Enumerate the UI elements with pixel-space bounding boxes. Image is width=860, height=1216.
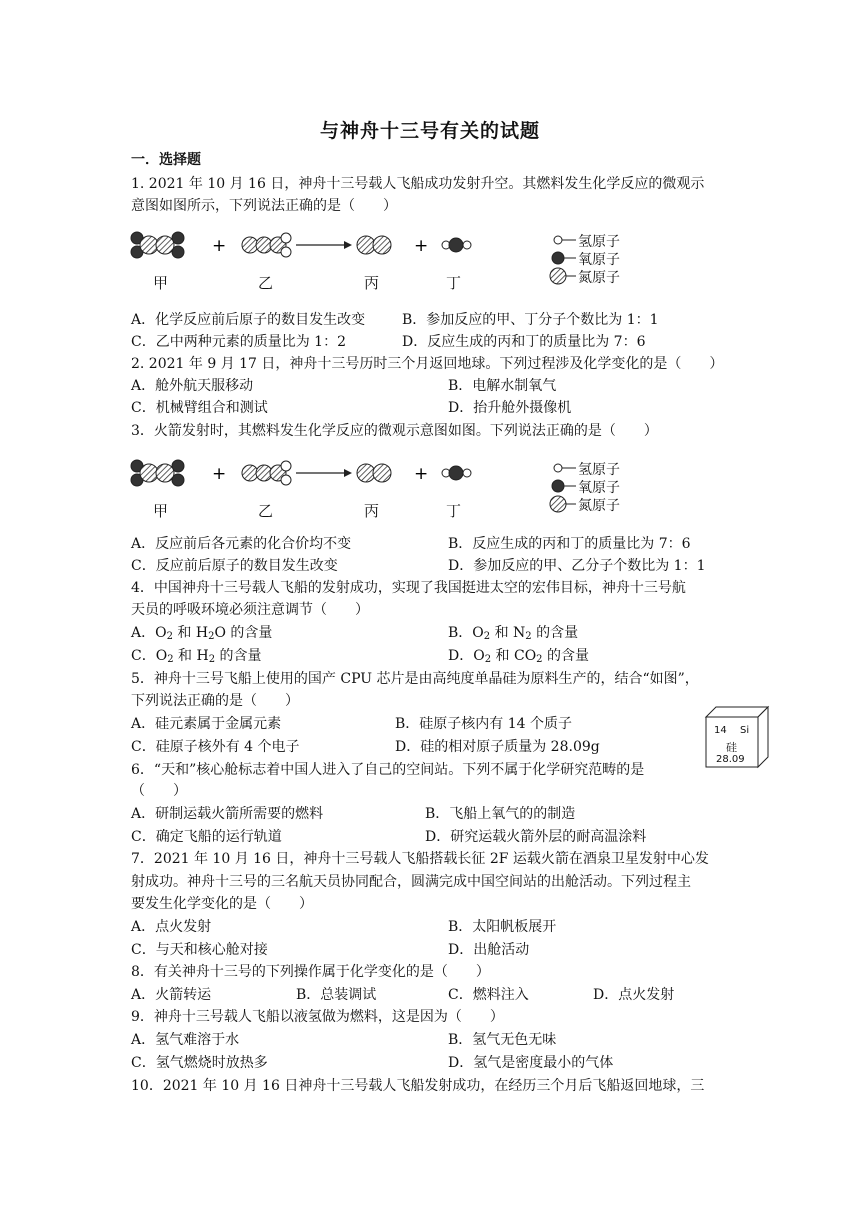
q8-stem: 8．有关神舟十三号的下列操作属于化学变化的是（ ） <box>131 964 490 980</box>
q5-stem-line2: 下列说法正确的是（ ） <box>131 693 299 709</box>
label-ding: 丁 <box>446 274 462 292</box>
q3-option-a: A．反应前后各元素的化合价均不变 <box>131 536 352 552</box>
element-atomic-number: 14 <box>714 725 727 736</box>
q4-stem-line2: 天员的呼吸环境必须注意调节（ ） <box>131 602 369 618</box>
molecule-bing <box>357 464 391 482</box>
q3-option-b: B．反应生成的丙和丁的质量比为 7：6 <box>448 536 691 552</box>
molecule-ding <box>442 466 471 480</box>
element-symbol: Si <box>740 725 750 736</box>
q7-stem-line1: 7．2021 年 10 月 16 日，神舟十三号载人飞船搭载长征 2F 运载火箭在酒泉卫星发射中心发 <box>131 851 709 867</box>
q8-option-d: D．点火发射 <box>593 987 675 1003</box>
label-jia: 甲 <box>153 274 169 292</box>
molecule-yi <box>242 233 291 257</box>
label-ding: 丁 <box>446 502 462 520</box>
plus-sign: + <box>414 236 429 256</box>
q9-option-d: D．氢气是密度最小的气体 <box>448 1055 614 1071</box>
q7-stem-line3: 要发生化学变化的是（ ） <box>131 896 313 912</box>
label-jia: 甲 <box>153 502 169 520</box>
label-yi: 乙 <box>258 274 274 292</box>
legend-hydrogen: 氢原子 <box>578 462 620 478</box>
q10-stem: 10．2021 年 10 月 16 日神舟十三号载人飞船发射成功，在经历三个月后飞船返回地球，三 <box>131 1078 705 1094</box>
q1-option-c: C．乙中两种元素的质量比为 1：2 <box>131 334 346 350</box>
q7-option-b: B．太阳帆板展开 <box>448 919 557 935</box>
legend-oxygen: 氧原子 <box>578 480 620 496</box>
reaction-diagram-1-graphic <box>131 228 651 298</box>
legend-nitrogen: 氮原子 <box>578 270 620 286</box>
q4-option-b: B．$O_2$ 和 $N_2$ 的含量 <box>448 625 579 642</box>
q2-option-a: A．舱外航天服移动 <box>131 378 254 394</box>
q4-option-a: A．$O_2$ 和 $H_2O$ 的含量 <box>131 625 273 642</box>
q1-option-d: D．反应生成的丙和丁的质量比为 7：6 <box>402 334 646 350</box>
q2-stem: 2. 2021 年 9 月 17 日，神舟十三号历时三个月返回地球。下列过程涉及化学变化的是（ ） <box>131 356 724 372</box>
q1-stem-line1: 1. 2021 年 10 月 16 日，神舟十三号载人飞船成功发射升空。其燃料发生化学反应的微观示 <box>131 176 705 192</box>
label-yi: 乙 <box>258 502 274 520</box>
plus-sign: + <box>414 464 429 484</box>
legend-nitrogen: 氮原子 <box>578 498 620 514</box>
label-bing: 丙 <box>364 274 380 292</box>
q3-option-d: D．参加反应的甲、乙分子个数比为 1：1 <box>448 558 706 574</box>
q1-stem-line2: 意图如图所示，下列说法正确的是（ ） <box>131 198 397 214</box>
q4-option-c: C．$O_2$ 和 $H_2$ 的含量 <box>131 648 262 665</box>
molecule-ding <box>442 238 471 252</box>
q4-stem-line1: 4．中国神舟十三号载人飞船的发射成功，实现了我国挺进太空的宏伟目标，神舟十三号航 <box>131 580 686 596</box>
q8-option-c: C．燃料注入 <box>448 987 529 1003</box>
molecule-jia <box>131 460 184 486</box>
q7-stem-line2: 射成功。神舟十三号的三名航天员协同配合，圆满完成中国空间站的出舱活动。下列过程主 <box>131 874 691 890</box>
plus-sign: + <box>212 236 227 256</box>
q6-stem-line2: （ ） <box>131 783 187 799</box>
q6-option-b: B．飞船上氧气的的制造 <box>425 806 576 822</box>
q4-option-d: D．$O_2$ 和 $CO_2$ 的含量 <box>448 648 589 665</box>
q9-option-b: B．氢气无色无味 <box>448 1032 557 1048</box>
q6-stem-line1: 6．“天和”核心舱标志着中国人进入了自己的空间站。下列不属于化学研究范畴的是 <box>131 762 645 778</box>
q9-option-c: C．氢气燃烧时放热多 <box>131 1055 268 1071</box>
q1-option-b: B．参加反应的甲、丁分子个数比为 1：1 <box>402 312 659 328</box>
q8-option-a: A．火箭转运 <box>131 987 212 1003</box>
q5-option-b: B．硅原子核内有 14 个质子 <box>395 716 573 732</box>
q2-option-b: B．电解水制氧气 <box>448 378 557 394</box>
q2-option-c: C．机械臂组合和测试 <box>131 400 268 416</box>
reaction-diagram-2-graphic <box>131 456 651 526</box>
legend-hydrogen: 氢原子 <box>578 234 620 250</box>
q5-option-c: C．硅原子核外有 4 个电子 <box>131 739 300 755</box>
q3-option-c: C．反应前后原子的数目发生改变 <box>131 558 338 574</box>
q8-option-b: B．总装调试 <box>296 987 377 1003</box>
q6-option-c: C．确定飞船的运行轨道 <box>131 829 282 845</box>
q6-option-a: A．研制运载火箭所需要的燃料 <box>131 806 324 822</box>
q6-option-d: D．研究运载火箭外层的耐高温涂料 <box>425 829 647 845</box>
molecule-yi <box>242 461 291 485</box>
q7-option-a: A．点火发射 <box>131 919 212 935</box>
q1-option-a: A．化学反应前后原子的数目发生改变 <box>131 312 366 328</box>
q7-option-c: C．与天和核心舱对接 <box>131 942 268 958</box>
legend <box>550 236 576 284</box>
section-heading: 一．选择题 <box>131 152 201 168</box>
q5-option-a: A．硅元素属于金属元素 <box>131 716 282 732</box>
q7-option-d: D．出舱活动 <box>448 942 530 958</box>
label-bing: 丙 <box>364 502 380 520</box>
legend <box>550 464 576 512</box>
element-name: 硅 <box>726 741 737 754</box>
q9-option-a: A．氢气难溶于水 <box>131 1032 240 1048</box>
molecule-jia <box>131 232 184 258</box>
element-atomic-mass: 28.09 <box>716 754 745 765</box>
plus-sign: + <box>212 464 227 484</box>
q5-stem-line1: 5．神舟十三号飞船上使用的国产 CPU 芯片是由高纯度单晶硅为原料生产的，结合“如图”， <box>131 671 699 687</box>
q5-option-d: D．硅的相对原子质量为 28.09g <box>395 739 600 755</box>
reaction-diagram-1 <box>131 228 651 292</box>
molecule-bing <box>357 236 391 254</box>
page-title: 与神舟十三号有关的试题 <box>319 120 540 142</box>
q2-option-d: D．抬升舱外摄像机 <box>448 400 572 416</box>
q3-stem: 3．火箭发射时，其燃料发生化学反应的微观示意图如图。下列说法正确的是（ ） <box>131 423 658 439</box>
legend-oxygen: 氧原子 <box>578 252 620 268</box>
q9-stem: 9．神舟十三号载人飞船以液氢做为燃料，这是因为（ ） <box>131 1009 504 1025</box>
reaction-diagram-2 <box>131 456 651 520</box>
